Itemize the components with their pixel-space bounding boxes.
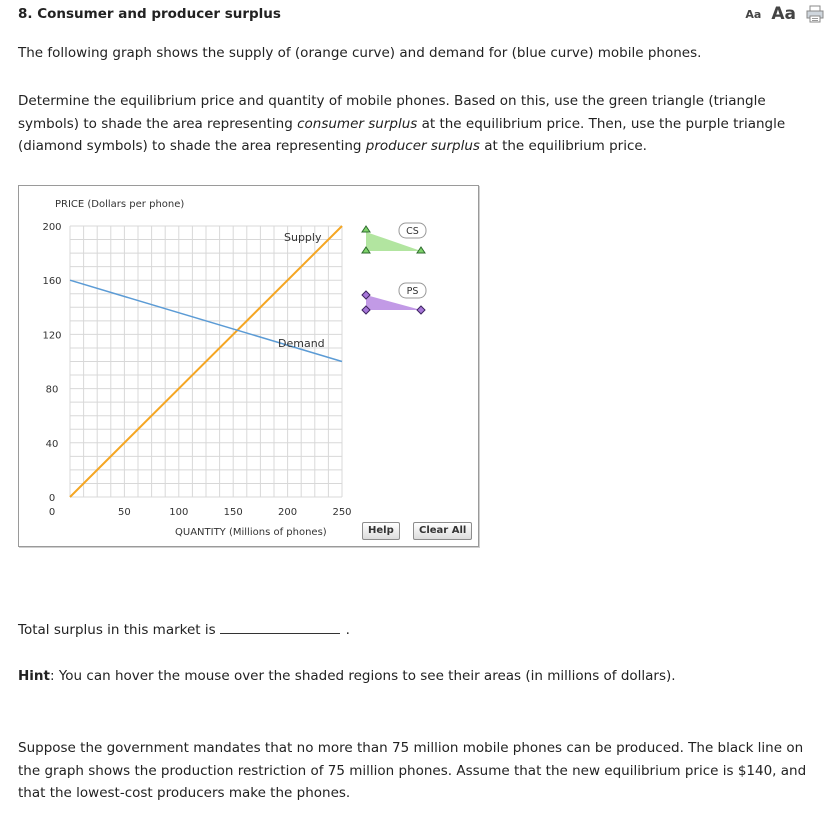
total-surplus-input[interactable] xyxy=(220,619,340,634)
total-surplus-question xyxy=(18,619,350,642)
question-title: 8. Consumer and producer surplus xyxy=(18,6,281,22)
hint-paragraph xyxy=(18,665,676,688)
print-icon[interactable] xyxy=(806,5,824,23)
total-surplus-text: Total surplus in this market is xyxy=(18,622,216,638)
instructions-paragraph xyxy=(18,90,818,158)
ps-label: PS xyxy=(406,286,419,297)
y-tick-label: 200 xyxy=(42,222,62,233)
y-axis-title: PRICE (Dollars per phone) xyxy=(55,199,185,210)
x-tick-label: 100 xyxy=(169,507,189,518)
consumer-surplus-term: consumer surplus xyxy=(297,115,418,132)
y-tick-label: 160 xyxy=(42,276,62,288)
supply-demand-graph[interactable] xyxy=(19,186,478,546)
hint-text: : You can hover the mouse over the shaded regions to see their areas (in millions of dollars). xyxy=(50,668,676,684)
ps-tool[interactable] xyxy=(362,283,426,314)
graph-panel xyxy=(18,185,479,547)
y-tick-label: 40 xyxy=(45,438,59,450)
x-tick-label: 50 xyxy=(118,507,131,518)
x-tick-label: 200 xyxy=(278,507,298,518)
cs-triangle-handle[interactable] xyxy=(417,247,425,253)
x-tick-label: 150 xyxy=(223,507,243,518)
font-size-small-button[interactable]: Aa xyxy=(745,7,762,21)
cs-label: CS xyxy=(406,226,419,237)
clear-all-button[interactable]: Clear All xyxy=(413,522,472,540)
producer-surplus-term: producer surplus xyxy=(365,138,480,154)
restriction-paragraph: Suppose the government mandates that no more than 75 million mobile phones can be produced. The black line on the graph shows the production restriction of 75 million phones. Assume that the new equilibrium price is $140, and that the lowest-cost producers make the phones. xyxy=(18,740,807,801)
cs-tool[interactable] xyxy=(362,223,426,253)
instructions-text: at the equilibrium price. Then, use the purple triangle (diamond symbols) to shade the area representing xyxy=(18,115,786,154)
y-tick-label: 0 xyxy=(48,493,56,504)
x-tick-label: 0 xyxy=(48,507,56,518)
instructions-text: at the equilibrium price. xyxy=(479,138,647,154)
hint-label: Hint xyxy=(18,668,50,684)
x-tick-label: 250 xyxy=(332,507,352,518)
total-surplus-period: . xyxy=(345,622,350,638)
intro-paragraph: The following graph shows the supply of (orange curve) and demand for (blue curve) mobile phones. xyxy=(18,45,702,61)
font-size-large-button[interactable]: Aa xyxy=(771,4,796,24)
x-axis-title: QUANTITY (Millions of phones) xyxy=(175,527,327,538)
y-tick-label: 80 xyxy=(45,384,59,396)
y-tick-label: 120 xyxy=(42,330,62,342)
ps-diamond-handle[interactable] xyxy=(417,306,425,314)
supply-label: Supply xyxy=(284,231,322,244)
instructions-text: Determine the equilibrium price and quantity of mobile phones. Based on this, use the green triangle (triangle symbols) to shade the area representing xyxy=(18,93,766,132)
toolbar xyxy=(745,4,824,24)
cs-triangle-handle[interactable] xyxy=(362,226,370,232)
demand-label: Demand xyxy=(278,337,325,350)
help-button[interactable]: Help xyxy=(362,522,400,540)
